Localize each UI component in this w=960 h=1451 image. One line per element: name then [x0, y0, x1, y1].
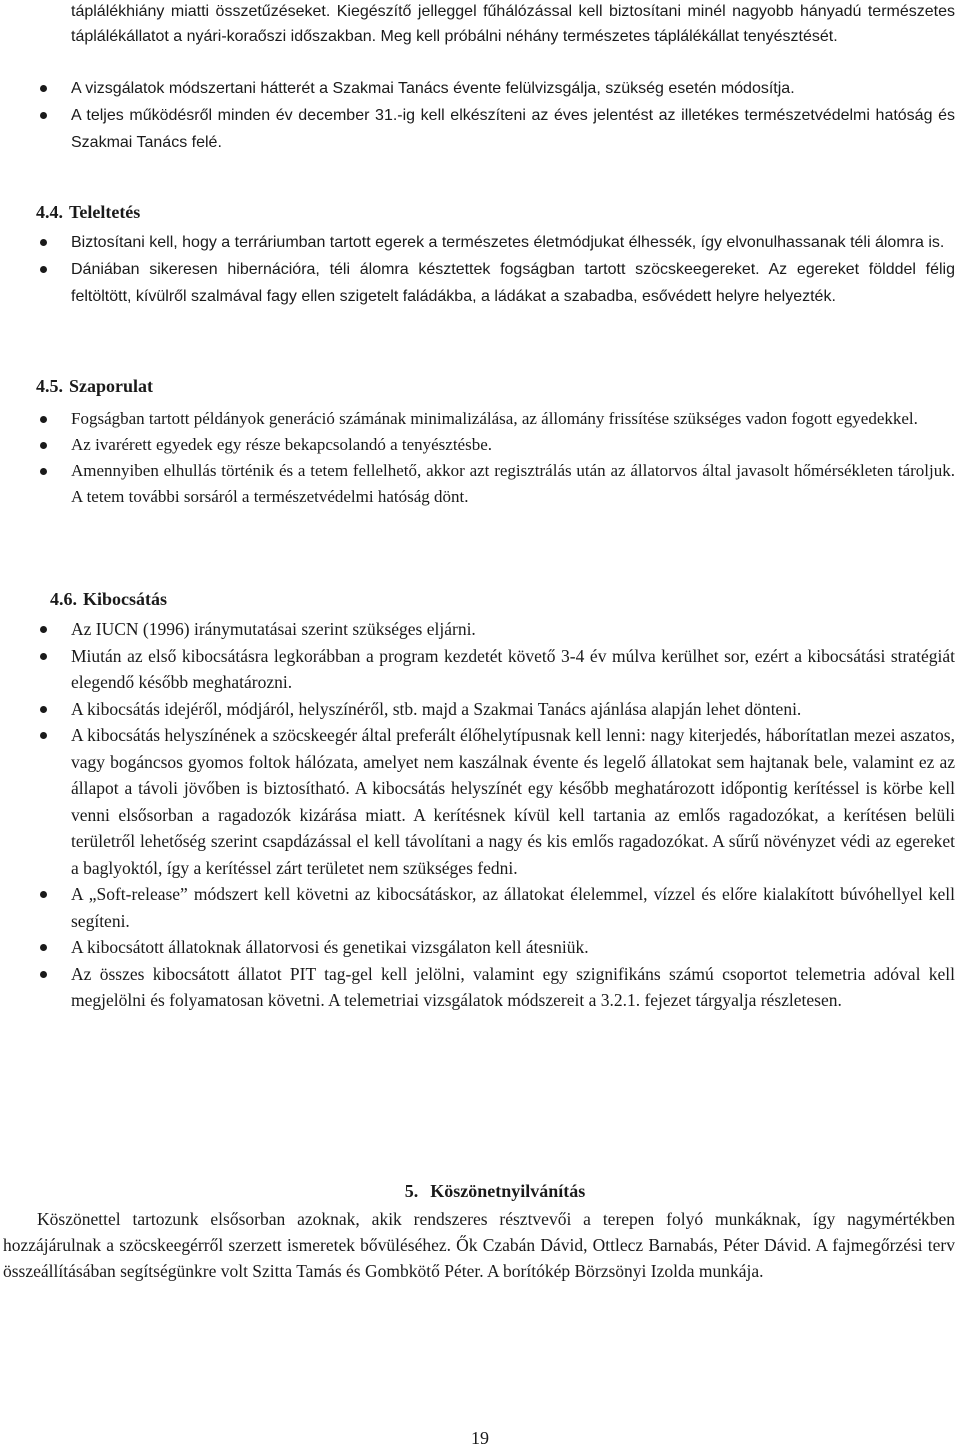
- section-title: Köszönetnyilvánítás: [430, 1181, 586, 1201]
- list-item: A kibocsátás helyszínének a szöcskeegér által preferált élőhelytípusnak kell lenni: nagy kiterjedés, háborítatlan mezei aszatos, vagy bogáncsos gyomos foltok hálózata, amelyet nem kaszálnak évente és legelő állatokat sem hajtanak bele, valamint ez az állapot a távoli jövőben is biztosítható. A kibocsátás helyszínét egy később meghatározott időpontig kerítéssel is körbe kell venni elsősorban a ragadozók kizárása miatt. A kerítésnek kívül kell tartania az emlős ragadozókat, a kerítésen belüli területről lehetőség szerint csapdázással el kell távolítani a nagy és kis emlős ragadozókat. A sűrű növényzet védi az egereket a baglyoktól, így a kerítéssel zárt területet nem szükséges fedni.: [0, 722, 955, 881]
- list-item: A teljes működésről minden év december 31.-ig kell elkészíteni az éves jelentést az illetékes természetvédelmi hatóság és Szakmai Tanács felé.: [0, 102, 955, 156]
- list-item: A vizsgálatok módszertani hátterét a Szakmai Tanács évente felülvizsgálja, szükség esetén módosítja.: [0, 75, 955, 102]
- list-item: A „Soft-release” módszert kell követni az kibocsátáskor, az állatokat élelemmel, vízzel és előre kialakított búvóhellyel kell segíteni.: [0, 881, 955, 934]
- section-number: 4.5.: [36, 376, 63, 396]
- acknowledgement-paragraph: Köszönettel tartozunk elsősorban azoknak, akik rendszeres résztvevői a terepen folyó munkáknak, így nagymértékben hozzájárulnak a szöcskeegérről szerzett ismeretek bővüléséhez. Ők Czabán Dávid, Ottlecz Barnabás, Péter Dávid. A fajmegőrzési terv összeállításában segítségünkre volt Szitta Tamás és Gombkötő Péter. A borítókép Börzsönyi Izolda munkája.: [3, 1209, 955, 1281]
- list-item: Amennyiben elhullás történik és a tetem fellelhető, akkor azt regisztrálás után az állatorvos által javasolt hőmérsékleten tároljuk. A tetem további sorsáról a természetvédelmi hatóság dönt.: [0, 458, 955, 510]
- szaporulat-bullet-list: [0, 406, 955, 510]
- list-item: A kibocsátott állatoknak állatorvosi és genetikai vizsgálaton kell átesniük.: [0, 934, 955, 961]
- section-heading-4-5: [36, 376, 153, 397]
- list-item: Biztosítani kell, hogy a terráriumban tartott egerek a természetes életmódjukat élhessék, így elvonulhassanak téli álomra is.: [0, 229, 955, 256]
- section-title: Teleltetés: [69, 202, 141, 222]
- page-number: 19: [471, 1428, 489, 1448]
- section-number: 4.6.: [50, 589, 77, 609]
- section-title: Szaporulat: [69, 376, 154, 396]
- list-item: Fogságban tartott példányok generáció számának minimalizálása, az állomány frissítése szükséges vadon fogott egyedekkel.: [0, 406, 955, 432]
- list-item: Az összes kibocsátott állatot PIT tag-gel kell jelölni, valamint egy szignifikáns számú csoportot telemetria adóval kell megjelölni és folyamatosan követni. A telemetriai vizsgálatok módszereit a 3.2.1. fejezet tárgyalja részletesen.: [0, 961, 955, 1014]
- top-bullet-list: [0, 75, 955, 156]
- section-title: Kibocsátás: [83, 589, 168, 609]
- acknowledgement-heading: [0, 1181, 960, 1202]
- list-item: Az ivarérett egyedek egy része bekapcsolandó a tenyésztésbe.: [0, 432, 955, 458]
- list-item: Az IUCN (1996) iránymutatásai szerint szükséges eljárni.: [0, 616, 955, 643]
- continuation-paragraph: táplálékhiány miatti összetűzéseket. Kiegészítő jelleggel fűhálózással kell biztosítani minél nagyobb hányadú természetes táplálékállatot a nyári-koraőszi időszakban. Meg kell próbálni néhány természetes táplálékállat tenyésztését.: [71, 3, 955, 45]
- section-number: 5.: [404, 1181, 419, 1201]
- list-item: Dániában sikeresen hibernációra, téli álomra késztettek fogságban tartott szöcskeegereket. Az egereket földdel félig feltöltött, kívülről szalmával fagy ellen szigetelt faládákba, a ládákat a szabadba, esővédett helyre helyezték.: [0, 256, 955, 310]
- section-number: 4.4.: [36, 202, 63, 222]
- list-item: Miután az első kibocsátásra legkorábban a program kezdetét követő 3-4 év múlva kerülhet sor, ezért a kibocsátási stratégiát elegendő később meghatározni.: [0, 643, 955, 696]
- section-heading-4-4: [36, 202, 140, 223]
- section-heading-4-6: [50, 589, 167, 610]
- teleltetes-bullet-list: [0, 229, 955, 310]
- list-item: A kibocsátás idejéről, módjáról, helyszínéről, stb. majd a Szakmai Tanács ajánlása alapján lehet dönteni.: [0, 696, 955, 723]
- kibocsatas-bullet-list: [0, 616, 955, 1014]
